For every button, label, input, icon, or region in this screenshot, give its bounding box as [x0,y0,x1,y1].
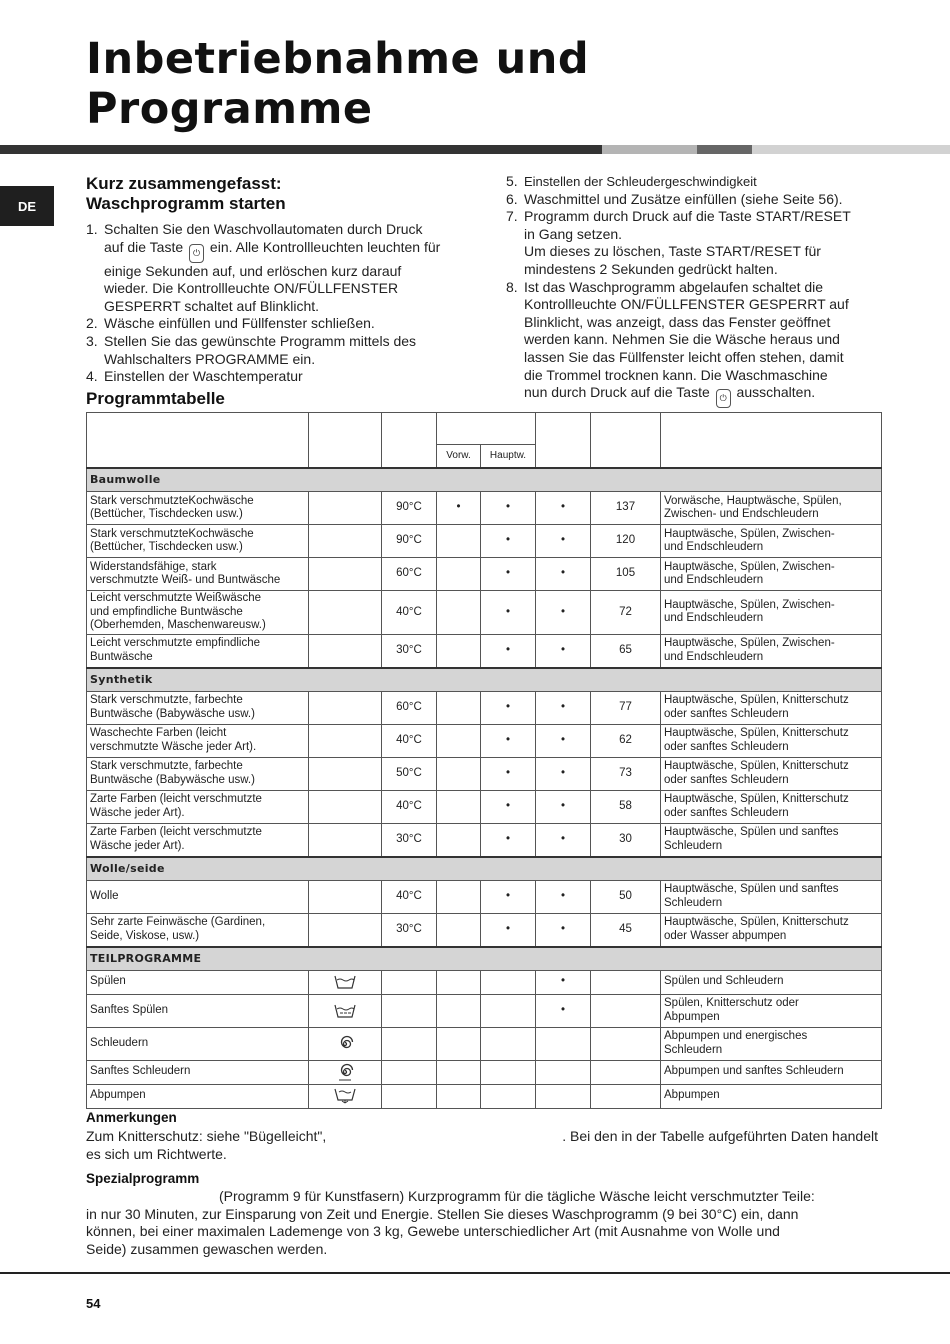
cell-temperature: 60°C [382,691,437,724]
section-title: TEILPROGRAMME [87,947,882,971]
cell-mainwash: • [481,823,536,857]
cell-prewash [437,691,481,724]
cell-softener: • [536,691,591,724]
steps-left-list [86,221,466,386]
step-text: Programm durch Druck auf die Taste START/RESET in Gang setzen. Um dieses zu löschen, Taste START/RESET für mindestens 2 Sekunden gedrückt halten. [524,208,851,277]
cell-description: Widerstandsfähige, stark verschmutzte Weiß- und Buntwäsche [87,558,309,591]
special-text-line1: (Programm 9 für Kunstfasern) Kurzprogramm für die tägliche Wäsche leicht verschmutzter Teile: [219,1188,815,1204]
cell-duration: 50 [591,880,661,913]
step-item [506,191,886,209]
table-heading: Programmtabelle [86,389,225,408]
step-number: 2. [86,315,98,332]
footer-rule [0,1272,950,1274]
cell-description: Schleudern [87,1027,309,1060]
table-row [87,558,882,591]
step-number: 4. [86,368,98,385]
cell-description: Sanftes Schleudern [87,1060,309,1084]
cell-mainwash [481,994,536,1027]
gentle-rinse-symbol-icon [334,1004,356,1018]
cell-prewash [437,823,481,857]
table-row [87,634,882,668]
cell-cycle: Spülen und Schleudern [661,970,882,994]
cell-softener: • [536,634,591,668]
cell-mainwash: • [481,492,536,525]
cell-description: Leicht verschmutzte Weißwäsche und empfindliche Buntwäsche (Oberhemden, Maschenwareusw.) [87,591,309,635]
cell-duration: 58 [591,790,661,823]
header-bar-light [602,145,697,154]
table-row [87,492,882,525]
step-number: 8. [506,278,518,295]
cell-softener: • [536,994,591,1027]
cell-symbol [309,691,382,724]
cell-cycle: Hauptwäsche, Spülen, Knitterschutz oder Wasser abpumpen [661,913,882,947]
cell-description: Abpumpen [87,1084,309,1108]
cell-symbol [309,1060,382,1084]
program-table [86,412,882,1109]
header-bar-dark [0,145,602,154]
cell-symbol [309,913,382,947]
step-text [104,221,466,315]
cell-cycle: Vorwäsche, Hauptwäsche, Spülen, Zwischen- und Endschleudern [661,492,882,525]
header-cell [591,413,661,469]
cell-prewash [437,994,481,1027]
cell-symbol [309,558,382,591]
page-title-line2: Programme [86,84,373,134]
cell-softener: • [536,591,591,635]
cell-cycle: Hauptwäsche, Spülen, Zwischen- und Endschleudern [661,591,882,635]
step-text: Einstellen der Schleudergeschwindigkeit [524,174,757,189]
cell-prewash [437,913,481,947]
cell-mainwash: • [481,790,536,823]
cell-softener: • [536,492,591,525]
cell-duration: 62 [591,724,661,757]
cell-duration [591,970,661,994]
cell-symbol [309,525,382,558]
cell-description: Leicht verschmutzte empfindliche Buntwäsche [87,634,309,668]
cell-prewash [437,1027,481,1060]
table-row [87,790,882,823]
drain-symbol-icon [334,1088,356,1104]
step-number: 3. [86,332,98,349]
cell-prewash: • [437,492,481,525]
table-row [87,525,882,558]
cell-temperature: 90°C [382,492,437,525]
cell-temperature: 40°C [382,880,437,913]
cell-duration: 137 [591,492,661,525]
cell-softener: • [536,757,591,790]
step-text: Waschmittel und Zusätze einfüllen (siehe Seite 56). [524,190,843,207]
cell-symbol [309,970,382,994]
section-row [87,857,882,881]
cell-prewash [437,525,481,558]
power-button-icon: ⏻ [716,389,731,408]
language-tab: DE [0,186,54,226]
cell-duration: 73 [591,757,661,790]
step-text: Einstellen der Waschtemperatur [104,368,303,385]
table-row [87,691,882,724]
notes-text-b: . Bei den in der Tabelle aufgeführten Daten handelt [562,1128,878,1144]
cell-mainwash: • [481,525,536,558]
table-row [87,880,882,913]
cell-softener: • [536,525,591,558]
table-row [87,1084,882,1108]
cell-prewash [437,1060,481,1084]
cell-prewash [437,558,481,591]
table-row [87,913,882,947]
cell-cycle: Hauptwäsche, Spülen, Knitterschutz oder sanftes Schleudern [661,691,882,724]
notes-line [86,1128,878,1146]
cell-mainwash [481,970,536,994]
step-number: 7. [506,208,518,225]
cell-temperature [382,994,437,1027]
steps-right-list [506,173,886,408]
quickstart-heading-line1: Kurz zusammengefasst: [86,174,282,193]
cell-temperature: 60°C [382,558,437,591]
cell-temperature [382,970,437,994]
section-title: Synthetik [87,668,882,692]
cell-prewash [437,634,481,668]
cell-cycle: Hauptwäsche, Spülen, Knitterschutz oder sanftes Schleudern [661,724,882,757]
section-row [87,668,882,692]
cell-cycle: Hauptwäsche, Spülen, Zwischen- und Endschleudern [661,558,882,591]
cell-symbol [309,591,382,635]
subheader-mainwash: Hauptw. [481,445,536,469]
step-item [506,208,886,278]
step-text: Stellen Sie das gewünschte Programm mittels des Wahlschalters PROGRAMME ein. [104,332,417,367]
cell-description: Zarte Farben (leicht verschmutzte Wäsche jeder Art). [87,790,309,823]
step-text-post: ein. Alle Kontrollleuchten leuchten für einige Sekunden auf, und erlöschen kurz darauf wieder. Die Kontrollleuchte ON/FÜLLFENSTER GESPERRT schaltet auf Blinklicht. [104,238,441,314]
cell-symbol [309,823,382,857]
header-cell [309,413,382,469]
step-text-pre: Schalten Sie den Waschvollautomaten durch Druck auf die Taste [104,221,423,255]
step-item [86,368,466,386]
table-header-row [87,413,882,445]
cell-duration: 65 [591,634,661,668]
cell-softener: • [536,823,591,857]
rinse-symbol-icon [334,975,356,989]
cell-prewash [437,970,481,994]
cell-description: Stark verschmutzte, farbechte Buntwäsche (Babywäsche usw.) [87,691,309,724]
step-number: 5. [506,173,518,189]
cell-softener: • [536,724,591,757]
cell-duration: 45 [591,913,661,947]
cell-mainwash: • [481,691,536,724]
cell-symbol [309,492,382,525]
cell-mainwash: • [481,724,536,757]
cell-cycle: Hauptwäsche, Spülen, Zwischen- und Endschleudern [661,634,882,668]
cell-mainwash: • [481,913,536,947]
table-row [87,757,882,790]
cell-cycle: Hauptwäsche, Spülen und sanftes Schleudern [661,823,882,857]
cell-temperature: 40°C [382,591,437,635]
cell-temperature: 30°C [382,634,437,668]
cell-description: Stark verschmutzte, farbechte Buntwäsche (Babywäsche usw.) [87,757,309,790]
subheader-prewash: Vorw. [437,445,481,469]
cell-temperature: 40°C [382,790,437,823]
cell-symbol [309,757,382,790]
page-title-line1: Inbetriebnahme und [86,34,590,84]
cell-softener: • [536,880,591,913]
step-text-pre: Ist das Waschprogramm abgelaufen schaltet die Kontrollleuchte ON/FÜLLFENSTER GESPERRT auf Blinklicht, was anzeigt, dass das Fenster geöffnet werden kann. Nehmen Sie die Wäsche heraus und lassen Sie das Füllfenster leicht offen stehen, damit die Trommel trocknen kann. Die Waschmaschine nun durch Druck auf die Taste [524,278,849,401]
header-bar-pale [752,145,950,154]
cell-description: Sanftes Spülen [87,994,309,1027]
section-title: Wolle/seide [87,857,882,881]
header-cell [661,413,882,469]
cell-temperature [382,1084,437,1108]
cell-cycle: Abpumpen und energisches Schleudern [661,1027,882,1060]
cell-mainwash [481,1060,536,1084]
cell-softener: • [536,558,591,591]
step-number: 6. [506,190,518,207]
cell-softener [536,1060,591,1084]
cell-duration [591,1027,661,1060]
header-cell [382,413,437,469]
special-text [86,1188,878,1258]
cell-duration: 120 [591,525,661,558]
cell-cycle: Hauptwäsche, Spülen und sanftes Schleudern [661,880,882,913]
notes-text-c: es sich um Richtwerte. [86,1145,227,1162]
cell-mainwash [481,1027,536,1060]
section-title: Baumwolle [87,468,882,492]
cell-temperature [382,1027,437,1060]
cell-symbol [309,880,382,913]
header-cell [437,413,536,445]
table-row [87,970,882,994]
table-row [87,724,882,757]
cell-cycle: Hauptwäsche, Spülen, Knitterschutz oder sanftes Schleudern [661,757,882,790]
cell-mainwash: • [481,634,536,668]
cell-prewash [437,880,481,913]
cell-description: Stark verschmutzteKochwäsche (Bettücher, Tischdecken usw.) [87,525,309,558]
cell-symbol [309,724,382,757]
cell-description: Waschechte Farben (leicht verschmutzte Wäsche jeder Art). [87,724,309,757]
cell-prewash [437,1084,481,1108]
step-text-post: ausschalten. [736,384,816,401]
section-row [87,468,882,492]
cell-cycle: Abpumpen und sanftes Schleudern [661,1060,882,1084]
cell-duration: 105 [591,558,661,591]
header-bar-mid [697,145,752,154]
cell-symbol [309,994,382,1027]
step-item [86,221,466,315]
cell-prewash [437,790,481,823]
cell-temperature: 30°C [382,913,437,947]
cell-cycle: Hauptwäsche, Spülen, Knitterschutz oder sanftes Schleudern [661,790,882,823]
cell-mainwash: • [481,591,536,635]
table-row [87,1060,882,1084]
step-item [86,315,466,333]
cell-description: Spülen [87,970,309,994]
page-title [86,34,589,134]
section-row [87,947,882,971]
cell-symbol [309,634,382,668]
step-item [506,173,886,191]
cell-temperature [382,1060,437,1084]
cell-prewash [437,757,481,790]
cell-description: Stark verschmutzteKochwäsche (Bettücher, Tischdecken usw.) [87,492,309,525]
cell-description: Zarte Farben (leicht verschmutzte Wäsche jeder Art). [87,823,309,857]
notes-heading: Anmerkungen [86,1110,177,1125]
cell-mainwash: • [481,757,536,790]
step-number: 1. [86,221,98,237]
cell-softener: • [536,790,591,823]
special-heading: Spezialprogramm [86,1171,200,1186]
cell-softener: • [536,913,591,947]
step-item [506,279,886,409]
notes-text [86,1128,878,1163]
cell-symbol [309,1084,382,1108]
cell-prewash [437,724,481,757]
cell-symbol [309,790,382,823]
step-text [524,279,886,409]
cell-softener [536,1027,591,1060]
cell-description: Wolle [87,880,309,913]
cell-duration: 30 [591,823,661,857]
cell-duration: 77 [591,691,661,724]
cell-duration [591,1084,661,1108]
header-cell [536,413,591,469]
spin-symbol-icon [336,1035,354,1053]
cell-mainwash: • [481,880,536,913]
cell-temperature: 90°C [382,525,437,558]
notes-text-a: Zum Knitterschutz: siehe "Bügelleicht", [86,1128,327,1144]
quickstart-heading [86,174,286,214]
cell-prewash [437,591,481,635]
cell-cycle: Abpumpen [661,1084,882,1108]
cell-temperature: 30°C [382,823,437,857]
table-row [87,591,882,635]
table-row [87,1027,882,1060]
cell-cycle: Hauptwäsche, Spülen, Zwischen- und Endschleudern [661,525,882,558]
power-button-icon: ⏻ [189,244,204,263]
cell-symbol [309,1027,382,1060]
header-cell [87,413,309,469]
step-item [86,333,466,368]
cell-description: Sehr zarte Feinwäsche (Gardinen, Seide, Viskose, usw.) [87,913,309,947]
quickstart-heading-line2: Waschprogramm starten [86,194,286,213]
cell-temperature: 50°C [382,757,437,790]
cell-duration [591,994,661,1027]
cell-duration [591,1060,661,1084]
cell-softener: • [536,970,591,994]
cell-duration: 72 [591,591,661,635]
cell-softener [536,1084,591,1108]
cell-mainwash [481,1084,536,1108]
step-text: Wäsche einfüllen und Füllfenster schließen. [104,315,375,332]
table-row [87,823,882,857]
special-text-rest: in nur 30 Minuten, zur Einsparung von Zeit und Energie. Stellen Sie dieses Waschprogramm (9 bei 30°C) ein, dann können, bei einer maximalen Lademenge von 3 kg, Gewebe unterschiedlicher Art (mit Ausnahme von Wolle und Seide) zusammen gewaschen werden. [86,1205,799,1257]
cell-mainwash: • [481,558,536,591]
cell-cycle: Spülen, Knitterschutz oder Abpumpen [661,994,882,1027]
page-number: 54 [86,1296,101,1311]
table-row [87,994,882,1027]
gentle-spin-symbol-icon [336,1063,354,1081]
cell-temperature: 40°C [382,724,437,757]
